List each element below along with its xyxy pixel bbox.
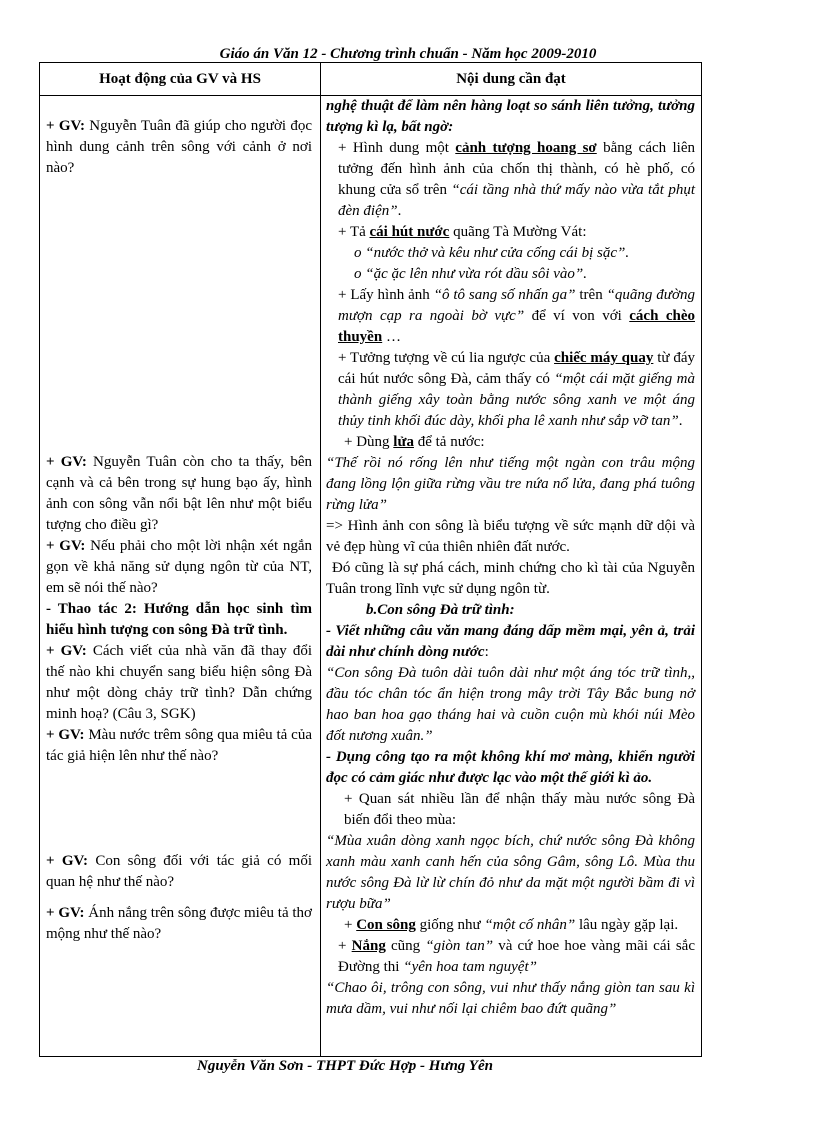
- content-item: + Lấy hình ảnh “ô tô sang số nhấn ga” trên “quãng đường mượn cạp ra ngoài bờ vực” để ví von với cách chèo thuyền …: [338, 287, 695, 345]
- lesson-content-cell: [321, 96, 702, 1057]
- column-header-content: Nội dung cần đạt: [321, 63, 702, 96]
- operation-2: - Thao tác 2: Hướng dẫn học sinh tìm hiểu hình tượng con sông Đà trữ tình.: [46, 601, 312, 638]
- content-item: + Nắng cũng “giòn tan” và cứ hoe hoe vàng mãi cái sắc Đường thi “yên hoa tam nguyệt”: [338, 938, 695, 975]
- page-header: Giáo án Văn 12 - Chương trình chuẩn - Năm học 2009-2010: [219, 46, 597, 62]
- section-heading-b: b.Con sông Đà trữ tình:: [366, 602, 515, 618]
- question-7: + GV: Ánh nắng trên sông được miêu tả thơ mộng như thế nào?: [46, 905, 312, 942]
- content-item: + Dùng lửa để tả nước:: [344, 434, 485, 450]
- content-point: - Viết những câu văn mang đáng dấp mềm mại, yên ả, trải dài như chính dòng nước:: [326, 623, 695, 660]
- content-intro: nghệ thuật để làm nên hàng loạt so sánh liên tưởng, tưởng tượng kì lạ, bất ngờ:: [326, 98, 695, 135]
- question-1: + GV: Nguyễn Tuân đã giúp cho người đọc hình dung cảnh trên sông với cảnh ở nơi nào?: [46, 118, 312, 176]
- teacher-questions-cell: [40, 96, 321, 1057]
- question-5: + GV: Màu nước trêm sông qua miêu tả của tác giả hiện lên như thế nào?: [46, 727, 312, 764]
- content-conclusion: => Hình ảnh con sông là biểu tượng về sức mạnh dữ dội và vẻ đẹp hùng vĩ của thiên nhiên đất nước.: [326, 518, 695, 555]
- content-quote: “Chao ôi, trông con sông, vui như thấy nắng giòn tan sau kì mưa dầm, vui như nối lại chiêm bao đứt quãng”: [326, 980, 695, 1017]
- content-bullet: o “ặc ặc lên như vừa rót dầu sôi vào”.: [354, 266, 588, 282]
- lesson-table: [39, 62, 702, 1057]
- question-6: + GV: Con sông đối với tác giả có mối quan hệ như thế nào?: [46, 853, 312, 890]
- content-item: + Hình dung một cảnh tượng hoang sơ bằng cách liên tưởng đến hình ảnh của chốn thị thành, có hè phố, có khung cửa sổ trên “cái tầng nhà thứ mấy nào vừa tắt phụt đèn điện”.: [338, 140, 696, 219]
- content-item: + Tả cái hút nước quãng Tà Mường Vát:: [338, 224, 587, 240]
- content-point: - Dụng công tạo ra một không khí mơ màng, khiến người đọc có cảm giác như được lạc vào một thế giới kì ảo.: [326, 749, 695, 786]
- content-item: + Tưởng tượng về cú lia ngược của chiếc máy quay từ đáy cái hút nước sông Đà, cảm thấy có “một cái mặt giếng mà thành giếng xây toàn bằng nước sông xanh ve một áng thủy tinh khối đúc dày, khối pha lê xanh như sắp vỡ tan”.: [338, 350, 695, 429]
- content-quote: “Mùa xuân dòng xanh ngọc bích, chứ nước sông Đà không xanh màu xanh canh hến của sông Gâm, sông Lô. Mùa thu nước sông Đà lừ lừ chín đỏ như da mặt một người bầm đi vì rượu bữa”: [326, 833, 695, 912]
- page-footer: Nguyễn Văn Sơn - THPT Đức Hợp - Hưng Yên: [197, 1058, 493, 1074]
- question-3: + GV: Nếu phải cho một lời nhận xét ngắn gọn về khả năng sử dụng ngôn từ của NT, em sẽ nói thế nào?: [46, 538, 312, 596]
- content-quote: “Thế rồi nó rống lên như tiếng một ngàn con trâu mộng đang lồng lộn giữa rừng vầu tre nứa nổ lửa, đang phá tuông rừng lửa”: [326, 455, 695, 513]
- content-comment: Đó cũng là sự phá cách, minh chứng cho kì tài của Nguyễn Tuân trong lĩnh vực sử dụng ngôn từ.: [326, 560, 695, 597]
- content-bullet: o “nước thở và kêu như cửa cống cái bị sặc”.: [354, 245, 630, 261]
- content-item: + Quan sát nhiều lần để nhận thấy màu nước sông Đà biến đổi theo mùa:: [344, 791, 695, 828]
- column-header-activities: Hoạt động của GV và HS: [40, 63, 321, 96]
- content-quote: “Con sông Đà tuôn dài tuôn dài như một áng tóc trữ tình,, đầu tóc chân tóc ẩn hiện trong mây trời Tây Bắc bung nở hao ban hoa gạo tháng hai và cuồn cuộn mù khói núi Mèo đốt nương xuân.”: [326, 665, 695, 744]
- question-4: + GV: Cách viết của nhà văn đã thay đổi thế nào khi chuyển sang biểu hiện sông Đà như một dòng chảy trữ tình? Dẫn chứng minh hoạ? (Câu 3, SGK): [46, 643, 312, 722]
- question-2: + GV: Nguyễn Tuân còn cho ta thấy, bên cạnh và cả bên trong sự hung bạo ấy, hình ảnh con sông vẫn nổi bật lên như một biểu tượng cho điều gì?: [46, 454, 312, 533]
- content-item: + Con sông giống như “một cố nhân” lâu ngày gặp lại.: [344, 917, 679, 933]
